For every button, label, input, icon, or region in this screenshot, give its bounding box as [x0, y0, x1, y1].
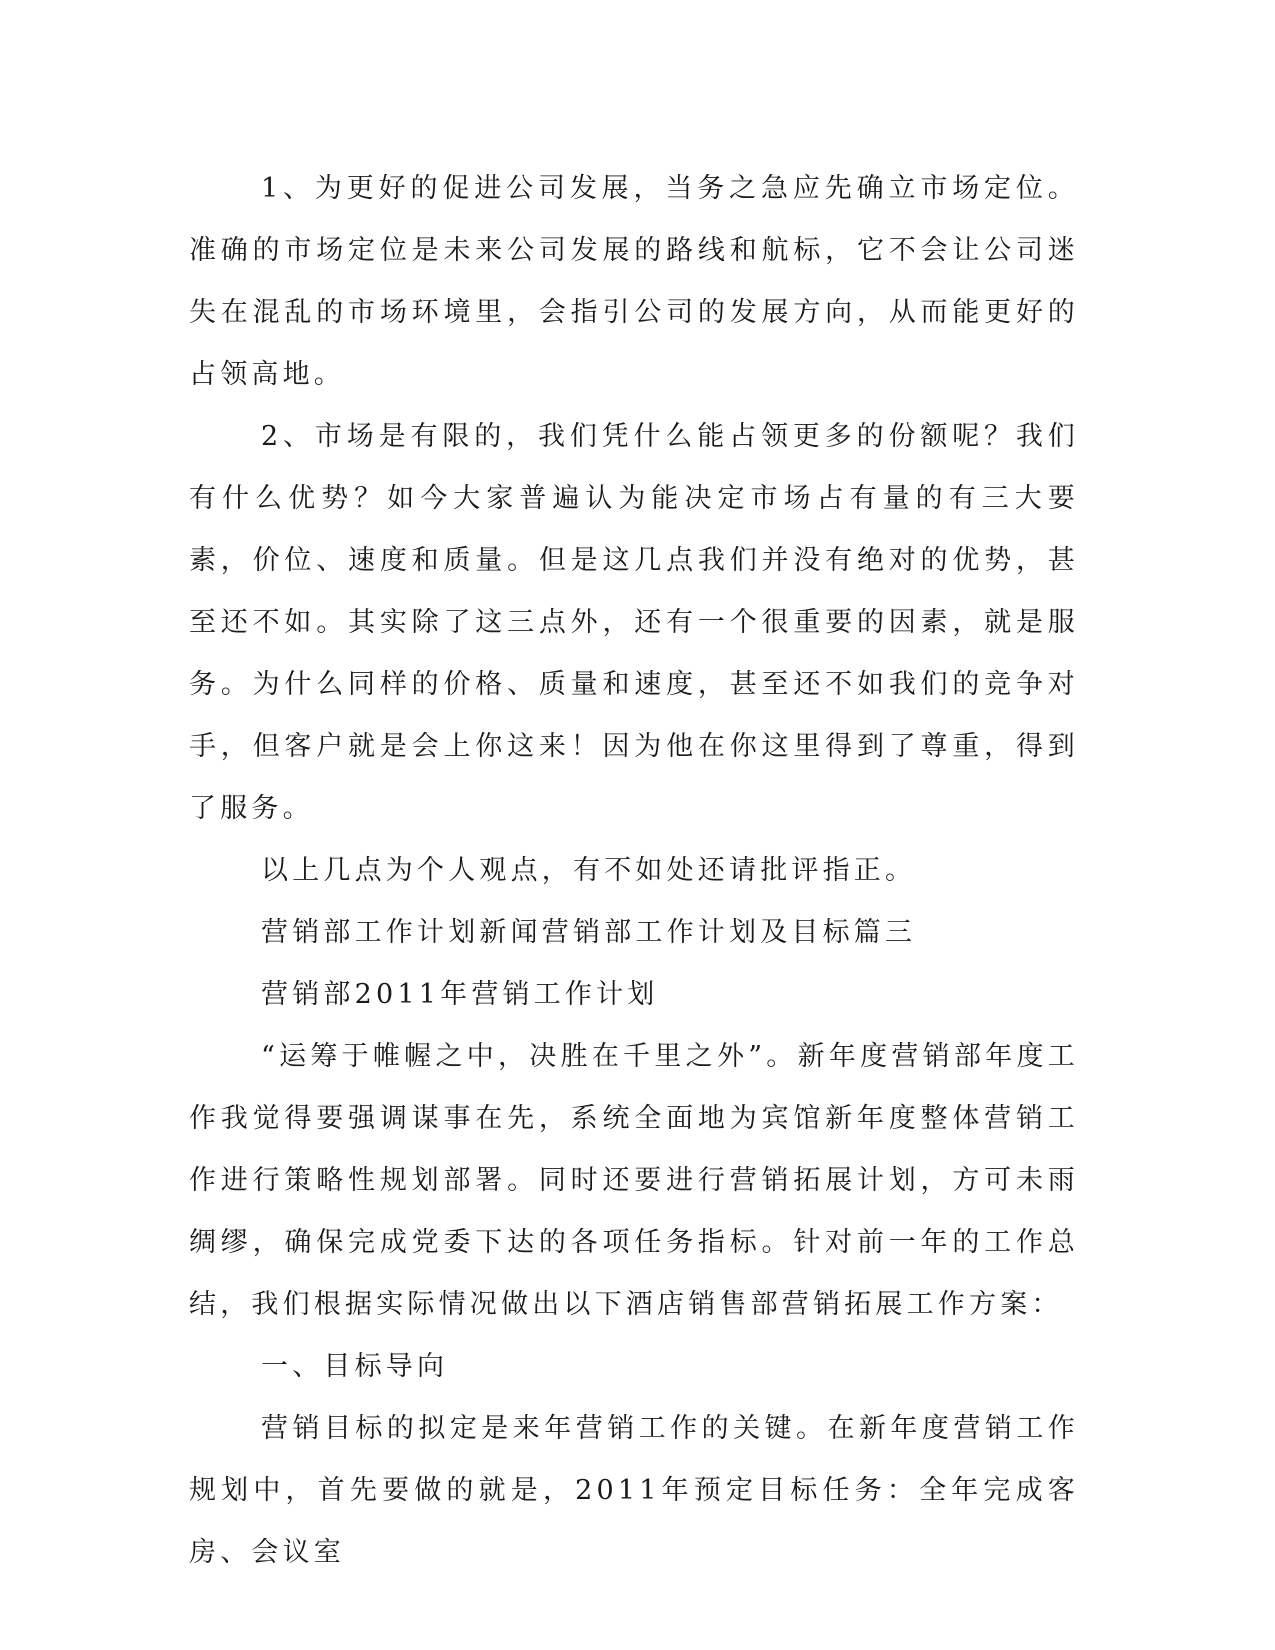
paragraph-personal-view: 以上几点为个人观点，有不如处还请批评指正。 — [261, 855, 917, 886]
plan-title: 营销部2011年营销工作计划 — [261, 979, 659, 1010]
document-body — [189, 158, 1079, 1584]
paragraph-plan-intro: “运筹于帷幄之中，决胜在千里之外”。新年度营销部年度工作我觉得要强调谋事在先，系统全面地为宾馆新年度整体营销工作进行策略性规划部署。同时还要进行营销拓展计划，方可未雨绸缪，确保完成党委下达的各项任务指标。针对前一年的工作总结，我们根据实际情况做出以下酒店销售部营销拓展工作方案： — [189, 1041, 1079, 1320]
subheading-goal-orientation: 一、目标导向 — [261, 1351, 449, 1382]
section-heading: 营销部工作计划新闻营销部工作计划及目标篇三 — [261, 917, 917, 948]
paragraph-market-advantage: 2、市场是有限的，我们凭什么能占领更多的份额呢？我们有什么优势？如今大家普遍认为能决定市场占有量的有三大要素，价位、速度和质量。但是这几点我们并没有绝对的优势，甚至还不如。其实除了这三点外，还有一个很重要的因素，就是服务。为什么同样的价格、质量和速度，甚至还不如我们的竞争对手，但客户就是会上你这来！因为他在你这里得到了尊重，得到了服务。 — [189, 421, 1079, 824]
paragraph-market-positioning: 1、为更好的促进公司发展，当务之急应先确立市场定位。准确的市场定位是未来公司发展的路线和航标，它不会让公司迷失在混乱的市场环境里，会指引公司的发展方向，从而能更好的占领高地。 — [189, 173, 1079, 390]
paragraph-marketing-goals: 营销目标的拟定是来年营销工作的关键。在新年度营销工作规划中，首先要做的就是，2011年预定目标任务：全年完成客房、会议室 — [189, 1413, 1079, 1568]
